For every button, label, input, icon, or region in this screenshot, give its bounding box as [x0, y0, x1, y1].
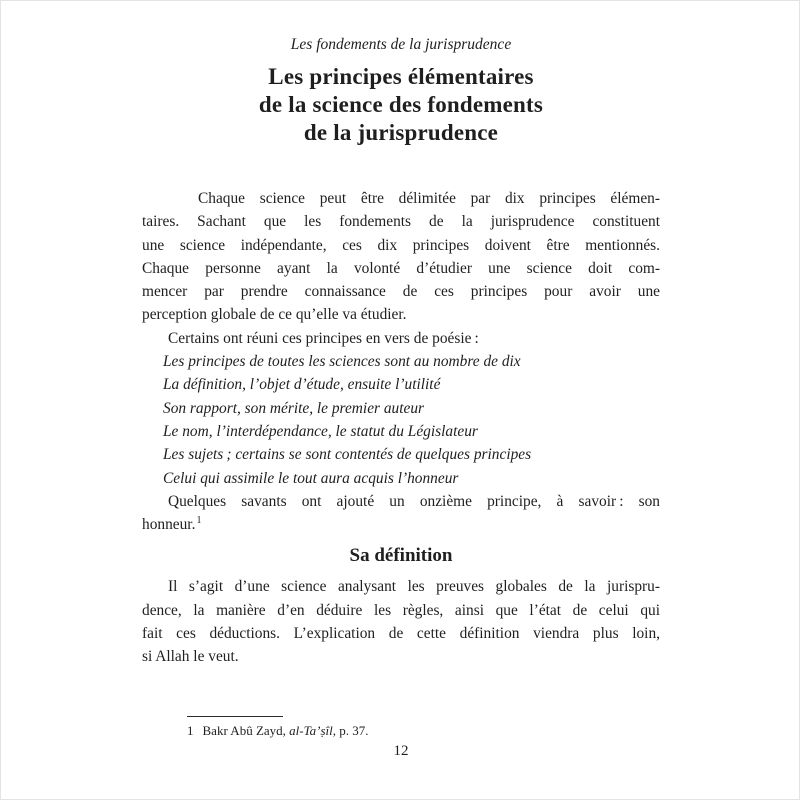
footnote-marker: 1	[196, 515, 202, 527]
text-line: taires. Sachant que les fondements de la jurisprudence constituent	[142, 213, 660, 231]
verse-line: La définition, l’objet d’étude, ensuite l’utilité	[163, 376, 441, 394]
running-head: Les fondements de la jurisprudence	[290, 36, 512, 53]
chapter-title-line: de la jurisprudence	[303, 120, 499, 145]
text-line: fait ces déductions. L’explication de cette définition viendra plus loin,	[142, 625, 660, 643]
text-line: Quelques savants ont ajouté un onzième principe, à savoir : son	[168, 492, 660, 510]
page-number: 12	[393, 743, 409, 759]
verse-line: Celui qui assimile le tout aura acquis l’honneur	[163, 469, 459, 487]
footnote	[187, 722, 627, 739]
text-fragment: honneur.	[142, 516, 196, 534]
verse-line: Le nom, l’interdépendance, le statut du Législateur	[163, 422, 478, 440]
verse-line: Les principes de toutes les sciences sont au nombre de dix	[163, 353, 521, 371]
text-line: si Allah le veut.	[142, 648, 239, 666]
chapter-title-line: Les principes élémentaires	[268, 64, 534, 89]
footnote-work-title: al-Ta’ṣîl	[289, 723, 333, 738]
chapter-title	[142, 63, 660, 147]
text-column	[142, 1, 660, 669]
verse-line: Son rapport, son mérite, le premier auteur	[163, 399, 425, 417]
verse-line: Les sujets ; certains se sont contentés de quelques principes	[163, 446, 532, 464]
footnote-reference: , p. 37.	[332, 723, 369, 738]
footnote-author: Bakr Abû Zayd,	[202, 723, 290, 738]
chapter-title-line: de la science des fondements	[258, 92, 544, 117]
text-line	[142, 513, 660, 536]
footnote-divider	[187, 716, 283, 717]
poetry-section	[142, 327, 660, 490]
text-line: mencer par prendre connaissance de ces principes pour avoir une	[142, 283, 660, 301]
footnote-number: 1	[187, 723, 194, 738]
text-line: Chaque science peut être délimitée par dix principes élémen-	[198, 190, 660, 207]
text-line: une science indépendante, ces dix principes doivent être mentionnés.	[142, 236, 660, 254]
text-line: perception globale de ce qu’elle va étudier.	[142, 306, 407, 324]
text-line: dence, la manière d’en déduire les règles, ainsi que l’état de celui qui	[142, 601, 660, 619]
paragraph-definition	[142, 575, 660, 668]
text-line: Chaque personne ayant la volonté d’étudier une science doit com-	[142, 259, 660, 277]
paragraph-eleventh-principle	[142, 490, 660, 537]
poetry-intro-line: Certains ont réuni ces principes en vers de poésie :	[168, 329, 479, 347]
paragraph-intro	[142, 187, 660, 327]
section-heading: Sa définition	[349, 545, 453, 567]
text-line: Il s’agit d’une science analysant les preuves globales de la jurispru-	[168, 578, 660, 596]
